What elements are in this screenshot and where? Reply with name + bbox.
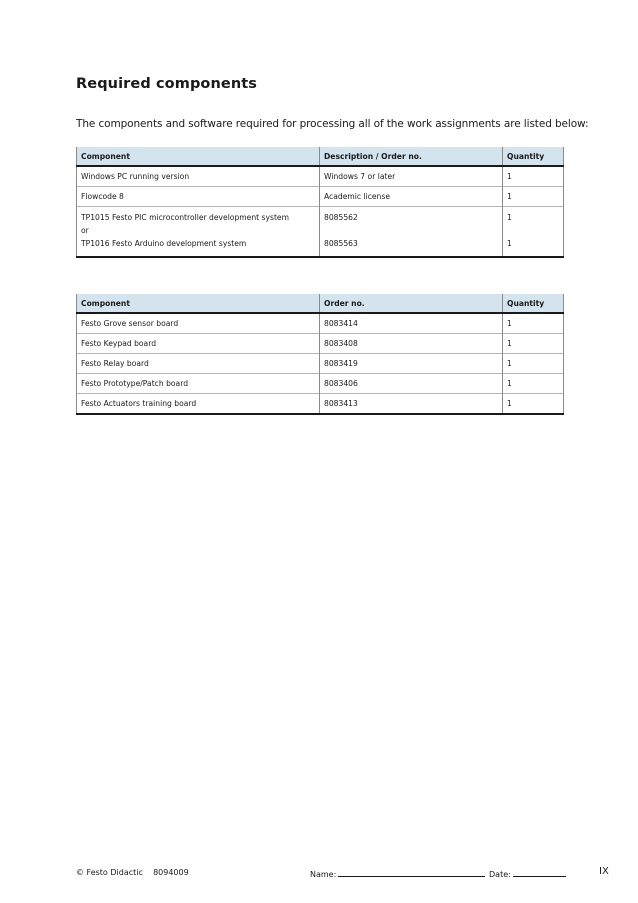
cell-component: Festo Grove sensor board [77,313,320,334]
name-blank-line [338,868,485,877]
page-number: IX [599,866,609,877]
table-row [77,334,564,354]
table-row [77,187,564,207]
cell-component: Festo Prototype/Patch board [77,374,320,394]
header-component: Component [77,147,320,166]
software-components-table [76,147,564,258]
table-header-row [77,294,564,313]
component-option-a: TP1015 Festo PIC microcontroller development system [81,213,289,222]
cell-component: Festo Actuators training board [77,394,320,415]
or-separator: or [81,226,89,235]
table-header-row [77,147,564,166]
component-option-b: TP1016 Festo Arduino development system [81,239,247,248]
date-blank-line [513,868,566,877]
cell-quantity: 1 [503,187,564,207]
date-label: Date: [489,870,511,879]
header-order: Order no. [320,294,503,313]
table-row [77,374,564,394]
cell-order: 8083419 [320,354,503,374]
header-quantity: Quantity [503,147,564,166]
cell-quantity: 1 [503,334,564,354]
cell-order: 8083413 [320,394,503,415]
cell-description: Academic license [320,187,503,207]
cell-component: Flowcode 8 [77,187,320,207]
footer-copyright [76,868,189,877]
table-row [77,354,564,374]
header-description: Description / Order no. [320,147,503,166]
intro-text: The components and software required for processing all of the work assignments are listed below: [76,118,589,130]
cell-order: 8083414 [320,313,503,334]
table-row [77,207,564,258]
cell-order: 8083406 [320,374,503,394]
doc-number: 8094009 [153,868,189,877]
header-component: Component [77,294,320,313]
copyright-text: © Festo Didactic [76,868,143,877]
cell-quantity: 1 [503,313,564,334]
cell-quantity: 1 [503,166,564,187]
cell-description [320,207,503,258]
qty-option-a: 1 [507,213,512,222]
order-option-b: 8085563 [324,239,358,248]
name-label: Name: [310,870,337,879]
cell-quantity [503,207,564,258]
cell-description: Windows 7 or later [320,166,503,187]
qty-option-b: 1 [507,239,512,248]
cell-component: Festo Keypad board [77,334,320,354]
cell-quantity: 1 [503,394,564,415]
table-row [77,313,564,334]
footer-date-field [489,868,566,879]
table-row [77,394,564,415]
order-option-a: 8085562 [324,213,358,222]
cell-quantity: 1 [503,374,564,394]
table-row [77,166,564,187]
footer-name-field [310,868,485,879]
cell-order: 8083408 [320,334,503,354]
cell-component: Festo Relay board [77,354,320,374]
page-title: Required components [76,76,258,92]
cell-component [77,207,320,258]
header-quantity: Quantity [503,294,564,313]
cell-quantity: 1 [503,354,564,374]
cell-component: Windows PC running version [77,166,320,187]
hardware-components-table [76,294,564,415]
